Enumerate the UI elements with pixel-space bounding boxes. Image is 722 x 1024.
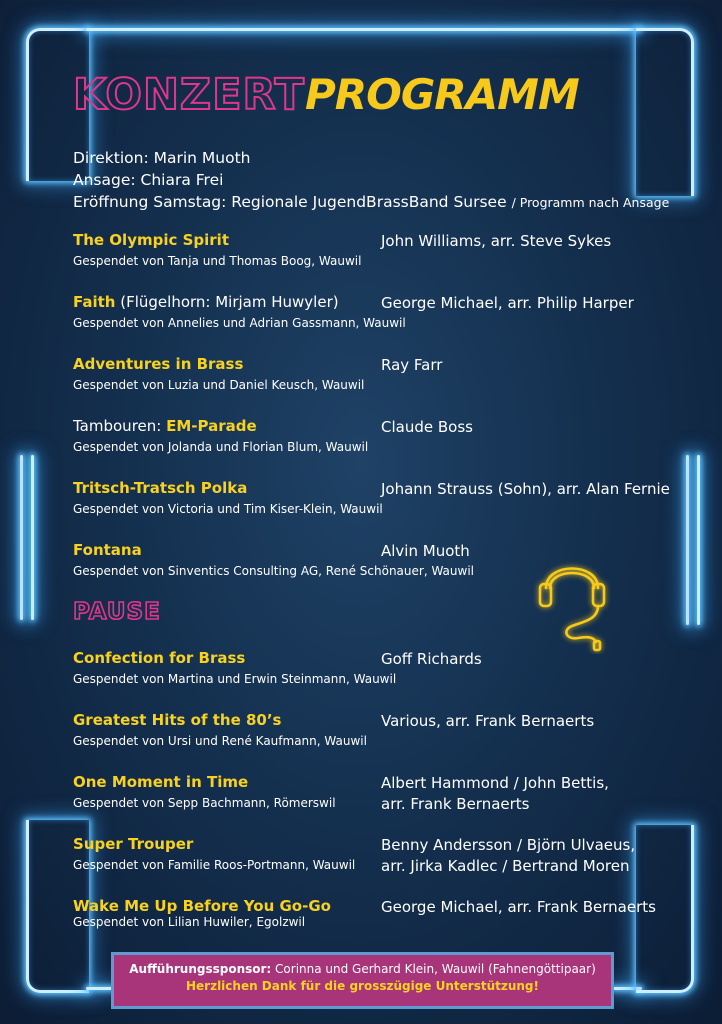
sponsor-banner — [111, 952, 614, 1009]
page-title — [73, 70, 579, 122]
piece-title: Confection for Brass — [73, 649, 246, 667]
sponsor-line: Gespendet von Martina und Erwin Steinmann, Wauwil — [73, 672, 397, 686]
composer: Various, arr. Frank Bernaerts — [381, 712, 595, 730]
sponsor-line: Gespendet von Familie Roos-Portmann, Wauwil — [73, 858, 356, 872]
piece-title: Faith (Flügelhorn: Mirjam Huwyler) — [73, 293, 339, 311]
composer: Alvin Muoth — [381, 542, 470, 560]
eroeffnung-note: / Programm nach Ansage — [511, 195, 670, 210]
piece-title: Wake Me Up Before You Go-Go — [73, 897, 331, 915]
neon-frame-right-mid-1 — [686, 455, 689, 625]
sponsor-line: Gespendet von Jolanda und Florian Blum, Wauwil — [73, 440, 369, 454]
sponsor-line: Gespendet von Luzia und Daniel Keusch, Wauwil — [73, 378, 365, 392]
piece-title: Greatest Hits of the 80’s — [73, 711, 282, 729]
neon-frame-bottom — [86, 987, 114, 990]
direktion-line: Direktion: Marin Muoth — [73, 149, 251, 167]
eroeffnung-text: Eröffnung Samstag: Regionale JugendBrassBand Sursee — [73, 193, 507, 211]
composer: George Michael, arr. Philip Harper — [381, 294, 634, 312]
pause-heading: PAUSE — [73, 599, 161, 625]
composer: Albert Hammond / John Bettis, arr. Frank Bernaerts — [381, 774, 609, 813]
composer: John Williams, arr. Steve Sykes — [381, 232, 612, 250]
piece-title: Fontana — [73, 541, 142, 559]
sponsor-line: Gespendet von Tanja und Thomas Boog, Wauwil — [73, 254, 362, 268]
neon-frame-left-mid-1 — [20, 455, 23, 620]
composer: Ray Farr — [381, 356, 443, 374]
piece-title: Adventures in Brass — [73, 355, 244, 373]
main-sponsor-line — [114, 962, 611, 976]
sponsor-line: Gespendet von Annelies und Adrian Gassmann, Wauwil — [73, 316, 406, 330]
composer: Benny Andersson / Björn Ulvaeus, arr. Jirka Kadlec / Bertrand Moren — [381, 836, 636, 875]
headphones-icon — [532, 548, 612, 654]
composer: Claude Boss — [381, 418, 473, 436]
intro-block — [73, 147, 669, 214]
piece-title: Super Trouper — [73, 835, 194, 853]
sponsor-line: Gespendet von Lilian Huwiler, Egolzwil — [73, 915, 306, 929]
ansage-line: Ansage: Chiara Frei — [73, 171, 224, 189]
piece-title: One Moment in Time — [73, 773, 249, 791]
composer: George Michael, arr. Frank Bernaerts — [381, 898, 656, 916]
sponsor-line: Gespendet von Ursi und René Kaufmann, Wauwil — [73, 734, 367, 748]
piece-title: Tritsch-Tratsch Polka — [73, 479, 248, 497]
composer: Goff Richards — [381, 650, 482, 668]
sponsor-line: Gespendet von Sepp Bachmann, Römerswil — [73, 796, 336, 810]
piece-title: Tambouren: EM-Parade — [73, 417, 257, 435]
title-part-programm: PROGRAMM — [305, 70, 579, 119]
neon-frame-right-mid-2 — [697, 455, 700, 625]
thanks-line: Herzlichen Dank für die grosszügige Unterstützung! — [185, 979, 539, 993]
piece-title: The Olympic Spirit — [73, 231, 229, 249]
main-sponsor-text: Corinna und Gerhard Klein, Wauwil (Fahnengöttipaar) — [271, 962, 596, 976]
main-sponsor-label: Aufführungssponsor: — [129, 962, 272, 976]
title-part-konzert: KONZERT — [73, 70, 305, 120]
sponsor-line: Gespendet von Victoria und Tim Kiser-Klein, Wauwil — [73, 502, 383, 516]
composer: Johann Strauss (Sohn), arr. Alan Fernie — [381, 480, 670, 498]
neon-frame-left-mid-2 — [31, 455, 34, 620]
eroeffnung-line — [73, 191, 669, 214]
sponsor-line: Gespendet von Sinventics Consulting AG, René Schönauer, Wauwil — [73, 564, 474, 578]
neon-frame-top — [86, 28, 641, 31]
